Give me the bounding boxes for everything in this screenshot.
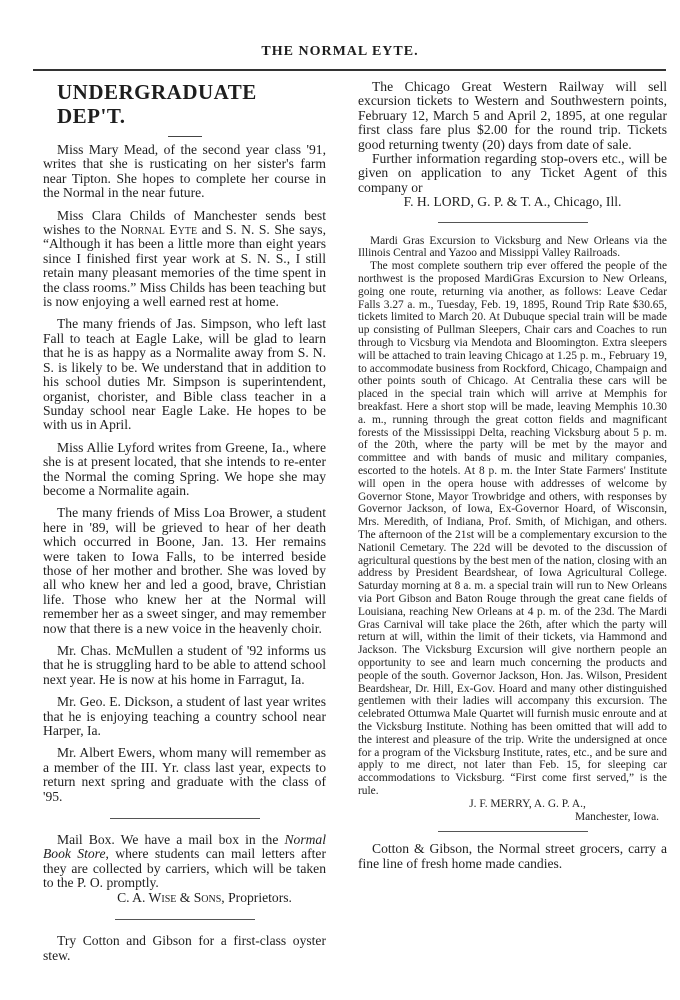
mardi-gras-heading: Mardi Gras Excursion to Vicksburg and New Orleans via the Illinois Central and Yazoo and Missippi Valley Railroads. bbox=[358, 234, 667, 260]
text: , where students can mail letters after they are collected by carriers, which will be taken to the P. O. promptly. bbox=[43, 846, 326, 891]
title-rule bbox=[168, 136, 202, 137]
header-rule bbox=[33, 69, 666, 71]
signature-name: C. A. Wise & Sons, bbox=[117, 889, 225, 905]
news-item-mead: Miss Mary Mead, of the second year class '91, writes that she is rusticating on her sister's farm near Tipton. She hopes to complete her course in the Normal in the near future. bbox=[43, 142, 326, 201]
mardi-gras-notice bbox=[358, 235, 667, 824]
running-head: THE NORMAL EYTE. bbox=[261, 44, 419, 59]
mailbox-signature bbox=[43, 891, 326, 905]
signature-title: Proprietors. bbox=[224, 889, 292, 905]
text: Mail Box. We have a mail box in the bbox=[57, 832, 285, 848]
text: Miss Clara Childs of Manchester sends best wishes to the bbox=[43, 207, 326, 238]
oyster-ad: Try Cotton and Gibson for a first-class oyster stew. bbox=[43, 933, 326, 963]
section-divider bbox=[115, 919, 255, 920]
paper-name: Nornal Eyte bbox=[120, 222, 198, 238]
news-item-lyford: Miss Allie Lyford writes from Greene, Ia., where she is at present located, that she intends to re-enter the Normal the coming Spring. We hope she may become a Normalite again. bbox=[43, 439, 326, 498]
text: and S. N. S. She says, “Although it has been a little more than eight years since I finished first year work at S. N. S., I still retain many pleasant memories of the time spent in the class rooms.” Miss Childs has been teaching but is now enjoying a well earned rest at home. bbox=[43, 222, 326, 310]
mailbox-notice bbox=[43, 833, 326, 891]
store-name: Normal Book Store bbox=[43, 832, 326, 862]
grocers-ad: Cotton & Gibson, the Normal street grocers, carry a fine line of fresh home made candies. bbox=[358, 841, 667, 871]
mardi-gras-signature-place: Manchester, Iowa. bbox=[575, 810, 659, 823]
news-item-childs bbox=[43, 209, 326, 310]
mardi-gras-body: The most complete southern trip ever offered the people of the northwest is the proposed MardiGras Excursion to New Orleans, going one route, returning via another, as follows: Leave Cedar Falls 3.27 a. m., Tuesday, Feb. 19, 1895, Round Trip Rate $30.65, tickets limited to March 20. At Dubuque special train will be made up consisting of Pullman Sleepers, Chair cars and Coaches to run through to Vicsburg via Mendota and Bloomington. Extra sleepers will be attached to train leaving Chicago at 1.25 p. m., February 19, to accommodate business from Rockford, Chicago, Champaign and other points south of Chicago. At Centralia these cars will be placed in the special train which will arrive at Memphis for breakfast. Here a short stop will be made, leaving Memphis 10.30 a. m., running through the great cotton fields and magnificant forests of the Mississippi Delta, reaching Vicksburg about 5 p. m. of the 20th, where the party will be met by the mayor and committee and with bands of music and military companies, escorted to the hotels. At 8 p. m. the Inter State Farmers' Institute will open in the opera house with addresses of welcome by Governor Stone, Mayor Trowbridge and others, with responses by Governor Jackson, of Iowa, Ex-Governor Hoard, of Wisconsin, Mrs. Meredith, of Indiana, Prof. Smith, of Michigan, and others. The afternoon of the 21st will be a complementary excursion to the Nationil Cemetary. The 22d will be devoted to the discussion of agricultural questions by the best men of the nation, closing with an address by President Beardshear, of Iowa Agricultural College. Saturday morning at 8 a. m. a special train will run to New Orleans via Port Gibson and Baton Rouge through the great cane fields of Louisiana, reaching New Orleans at 4 p. m. of the 23d. The Mardi Gras Carnival will take place the 26th, after which the party will return at will, within the limit of their tickets, via Hammond and Jackson. The Vicksburg Excursion will give northern people an opportunity to see and learn much concerning the products and people of the south. Governor Jackson, Hon. Jas. Wilson, President Beardshear, Dr. Hill, Ex-Gov. Hoard and many other distinguished gentlemen with their ladies will accompany this excursion. The celebrated Ottumwa Male Quartet will furnish music enroute and at the Vicksburg Institute. Nothing has been omitted that will add to the interest and pleasure of the trip. Write the undersigned at once for a program of the Vicksburg Institute, rates, etc., and be sure and apply to me direct, not later than Feb. 15, for sleeping car accommodations to Vicksburg. “First come first served,” is the rule. bbox=[358, 260, 667, 797]
railway-signature: F. H. LORD, G. P. & T. A., Chicago, Ill. bbox=[403, 194, 622, 210]
news-item-dickson: Mr. Geo. E. Dickson, a student of last year writes that he is enjoying teaching a country school near Harper, Ia. bbox=[43, 694, 326, 739]
section-divider bbox=[110, 818, 260, 819]
news-item-mcmullen: Mr. Chas. McMullen a student of '92 informs us that he is struggling hard to be able to attend school next year. He is now at his home in Farragut, Ia. bbox=[43, 643, 326, 687]
mardi-gras-signature-name: J. F. MERRY, A. G. P. A., bbox=[469, 797, 586, 810]
right-column bbox=[358, 80, 667, 879]
left-column bbox=[43, 80, 326, 971]
section-divider bbox=[438, 222, 588, 223]
railway-info: Further information regarding stop-overs etc., will be given on application to any Ticket Agent of this company or bbox=[358, 151, 667, 195]
news-item-simpson: The many friends of Jas. Simpson, who left last Fall to teach at Eagle Lake, will be glad to learn that he is as happy as a Normalite away from S. N. S. is likely to be. We understand that in addition to his school duties Mr. Simpson is superintendent, organist, chorister, and Bible class teacher in a Sunday school near Eagle Lake. He hopes to be with us in April. bbox=[43, 316, 326, 433]
section-title: UNDERGRADUATE DEP'T. bbox=[57, 80, 257, 128]
news-item-ewers: Mr. Albert Ewers, whom many will remember as a member of the III. Yr. class last year, expects to return next spring and graduate with the class of '95. bbox=[43, 745, 326, 804]
railway-notice: The Chicago Great Western Railway will sell excursion tickets to Western and Southwestern points, February 12, March 5 and April 2, 1895, at one regular first class fare plus $2.00 for the round trip. Tickets good returning twenty (20) days from date of sale. bbox=[358, 79, 667, 152]
section-divider bbox=[438, 831, 588, 832]
news-item-brower: The many friends of Miss Loa Brower, a student here in '89, will be grieved to hear of her death which occurred in Boone, Jan. 13. Her remains were taken to Iowa Falls, to be interred beside those of her mother and brother. She was loved by all who knew her and led a good, brave, Christian life. Those who knew her at the Normal will remember her as a sweet singer, and may remember now that there is a new voice in the heavenly choir. bbox=[43, 505, 326, 636]
